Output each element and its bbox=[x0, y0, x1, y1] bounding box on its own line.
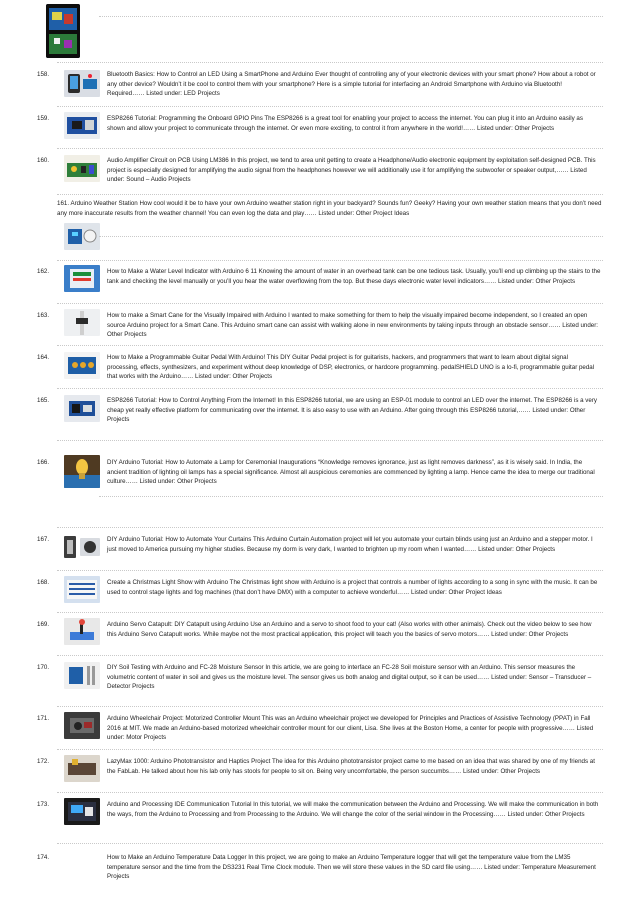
item-number: 169. bbox=[37, 621, 50, 628]
separator bbox=[57, 570, 603, 571]
item-number: 168. bbox=[37, 579, 50, 586]
item-text[interactable] bbox=[57, 199, 603, 218]
separator bbox=[57, 749, 603, 750]
item-text[interactable]: How to Make a Water Level Indicator with Arduino 6 11 Knowing the amount of water in an overhead tank can be one tedious task. Usually, you’ll end up climbing up the stairs to the tank and checking the level manually or you’ll you hear the water overflowing from the top. But these days electronic water level indicators…… Listed under: Other Projects bbox=[107, 268, 601, 285]
separator bbox=[57, 612, 603, 613]
separator bbox=[99, 16, 603, 17]
item-text[interactable]: Create a Christmas Light Show with Arduino The Christmas light show with Arduino is a project that controls a number of lights according to a song in sync with the music. It can be used to control stage lights and fog machines (that don’t have DMX) with a computer to achieve wonderful…… Listed under: Other Project Ideas bbox=[107, 579, 598, 596]
item-number: 167. bbox=[37, 536, 50, 543]
item-text-body: Arduino Weather Station How cool would it be to have your own Arduino weather station right in your backyard? Sounds fun? Geeky? Having your own weather station means that you don’t need any more inaccurate results from the weather channel! You can even log the data and play…… Listed under: Other Project Ideas bbox=[57, 200, 602, 217]
item-text[interactable]: DIY Arduino Tutorial: How to Automate a Lamp for Ceremonial Inaugurations “Knowledge removes ignorance, just as light removes darkness”, as it is wisely said. In India, the ancient tradition of lighting oil lamps has a special significance. Almost all auspicious ceremonies are commenced by lighting a lamp. Hence came the idea to merge our traditional culture…… Listed under: Other Projects bbox=[107, 459, 595, 486]
separator bbox=[57, 527, 603, 528]
separator bbox=[57, 792, 603, 793]
item-number: 160. bbox=[37, 157, 50, 164]
item-number: 159. bbox=[37, 115, 50, 122]
item-text[interactable]: ESP8266 Tutorial: Programming the Onboard GPIO Pins The ESP8266 is a great tool for enabling your project to access the internet. You can plug it into an Arduino easily as shown and allow your project to communicate through the internet. Or even more exciting, to control it from anywhere in the world!…… Listed under: Other Projects bbox=[107, 115, 583, 132]
item-thumbnail[interactable] bbox=[64, 712, 100, 739]
item-number: 165. bbox=[37, 397, 50, 404]
item-text[interactable]: Arduino Servo Catapult: DIY Catapult using Arduino Use an Arduino and a servo to shoot food to your cat! (Also works with other animals). Check out the video below to see how this Arduino Servo Catapult works. While maybe not the most practical application, this project will teach you the basics of servo motors…… Listed under: Other Projects bbox=[107, 621, 592, 638]
item-thumbnail[interactable] bbox=[64, 618, 100, 645]
separator bbox=[57, 260, 603, 261]
separator bbox=[57, 106, 603, 107]
separator bbox=[99, 496, 603, 497]
item-text[interactable]: How to Make an Arduino Temperature Data Logger In this project, we are going to make an Arduino Temperature logger that will get the temperature value from the LM35 temperature sensor and the time from the DS3231 Real Time Clock module. Then we will store these values in the SD card file using…… Listed under: Temperature Measurement Projects bbox=[107, 854, 596, 881]
item-thumbnail[interactable] bbox=[64, 536, 76, 558]
item-text[interactable]: LazyMax 1000: Arduino Phototransistor and Haptics Project The idea for this Arduino phototransistor project came to me based on an idea that was shared by one of my friends at the FabLab. He talked about how his lab only has stools for people to sit on. Being very uncomfortable, the person succumbs…… Listed under: Other Projects bbox=[107, 758, 595, 775]
separator bbox=[57, 148, 603, 149]
item-thumbnail[interactable] bbox=[64, 798, 100, 825]
item-thumbnail[interactable] bbox=[64, 265, 100, 292]
item-number: 174. bbox=[37, 854, 50, 861]
item-number: 161. bbox=[57, 200, 70, 207]
item-text[interactable]: ESP8266 Tutorial: How to Control Anything From the Internet! In this ESP8266 tutorial, we are using an ESP-01 module to control an LED over the internet. The ESP8266 is a very cheap yet really effective platform for communicating over the internet. It is also easy to use with an Arduino. After going through this ESP8266 tutorial,…… Listed under: Other Projects bbox=[107, 397, 597, 424]
separator bbox=[57, 440, 603, 441]
separator bbox=[57, 303, 603, 304]
item-thumbnail[interactable] bbox=[64, 309, 100, 336]
separator bbox=[57, 194, 603, 195]
item-number: 171. bbox=[37, 715, 50, 722]
item-text[interactable]: Bluetooth Basics: How to Control an LED Using a SmartPhone and Arduino Ever thought of controlling any of your electronic devices with your smart phone? How about a robot or any other device? Wouldn’t it be cool to control them with your smartphone? Here is a simple tutorial for interfacing an Android Smartphone with Arduino via Bluetooth! Required…… Listed under: LED Projects bbox=[107, 71, 596, 98]
separator bbox=[57, 706, 603, 707]
item-thumbnail[interactable] bbox=[64, 223, 100, 250]
item-thumbnail[interactable] bbox=[64, 455, 100, 488]
item-number: 172. bbox=[37, 758, 50, 765]
item-thumbnail[interactable] bbox=[80, 538, 100, 556]
item-thumbnail[interactable] bbox=[64, 755, 100, 782]
item-text[interactable]: How to make a Smart Cane for the Visually Impaired with Arduino I wanted to make something for them to help the visually impaired become independent, so I created an open source Arduino project for a Smart Cane. This Arduino smart cane can assist with walking alone in new environments by taking inputs through an obstacle sensor…… Listed under: Other Projects bbox=[107, 312, 599, 339]
item-number: 158. bbox=[37, 71, 50, 78]
item-text[interactable]: Arduino Wheelchair Project: Motorized Controller Mount This was an Arduino wheelchair project we developed for Principles and Practices of Assistive Technology (PPAT) in Fall 2016 at MIT. We made an Arduino-based motorized wheelchair controller mount for our client, Lisa. She lives at the Boston Home, a center for people with progressive…… Listed under: Motor Projects bbox=[107, 715, 594, 742]
item-thumbnail[interactable] bbox=[64, 155, 100, 182]
separator bbox=[57, 62, 603, 63]
item-text[interactable]: Arduino and Processing IDE Communication Tutorial In this tutorial, we will make the communication between the Arduino and Processing. We will make the communication in both the ways, from the Arduino to Processing and from Processing to the Arduino. We will change the color of the serial window in the Processing…… Listed under: Other Projects bbox=[107, 801, 599, 818]
item-thumbnail[interactable] bbox=[64, 395, 100, 422]
item-number: 163. bbox=[37, 312, 50, 319]
item-number: 170. bbox=[37, 664, 50, 671]
separator bbox=[57, 388, 603, 389]
separator bbox=[57, 345, 603, 346]
top-thumbnail[interactable] bbox=[46, 4, 80, 58]
item-text[interactable]: DIY Soil Testing with Arduino and FC-28 Moisture Sensor In this article, we are going to interface an FC-28 Soil moisture sensor with an Arduino. This sensor measures the volumetric content of water in soil and gives us the moisture level. The sensor gives us both analog and digital output, so it can be used…… Listed under: Sensor – Transducer – Detector Projects bbox=[107, 664, 592, 691]
item-thumbnail[interactable] bbox=[64, 352, 100, 379]
item-number: 166. bbox=[37, 459, 50, 466]
item-text[interactable]: Audio Amplifier Circuit on PCB Using LM386 In this project, we tend to area unit getting to create a Headphone/Audio electronic equipment by exploitation self-designed PCB. This project is especially designed for amplifying the audio signal from the headphones however we will additionally use it for amplifying the subwoofer or speaker output,…… Listed under: Sound – Audio Projects bbox=[107, 157, 596, 184]
item-thumbnail[interactable] bbox=[64, 662, 100, 689]
item-text[interactable]: How to Make a Programmable Guitar Pedal With Arduino! This DIY Guitar Pedal project is for guitarists, hackers, and programmers that want to learn about digital signal processing, effects, synthesizers, and experiment without deep knowledge of DSP, electronics, or hardcore programming. pedalSHIELD UNO is a lo-fi, programmable guitar pedal that works with the Arduino…… Listed under: Other Projects bbox=[107, 354, 595, 381]
item-thumbnail[interactable] bbox=[64, 112, 100, 139]
item-thumbnail[interactable] bbox=[64, 70, 100, 97]
item-text[interactable]: DIY Arduino Tutorial: How to Automate Your Curtains This Arduino Curtain Automation project will let you automate your curtain blinds using just an Arduino and a stepper motor. I just moved to America pursuing my higher studies. Because my dorm is very dark, I wanted to brighten up my room when I wanted…… Listed under: Other Projects bbox=[107, 536, 593, 553]
separator bbox=[99, 236, 603, 237]
item-thumbnail[interactable] bbox=[64, 576, 100, 603]
item-number: 173. bbox=[37, 801, 50, 808]
separator bbox=[57, 843, 603, 844]
item-number: 162. bbox=[37, 268, 50, 275]
item-number: 164. bbox=[37, 354, 50, 361]
separator bbox=[57, 655, 603, 656]
